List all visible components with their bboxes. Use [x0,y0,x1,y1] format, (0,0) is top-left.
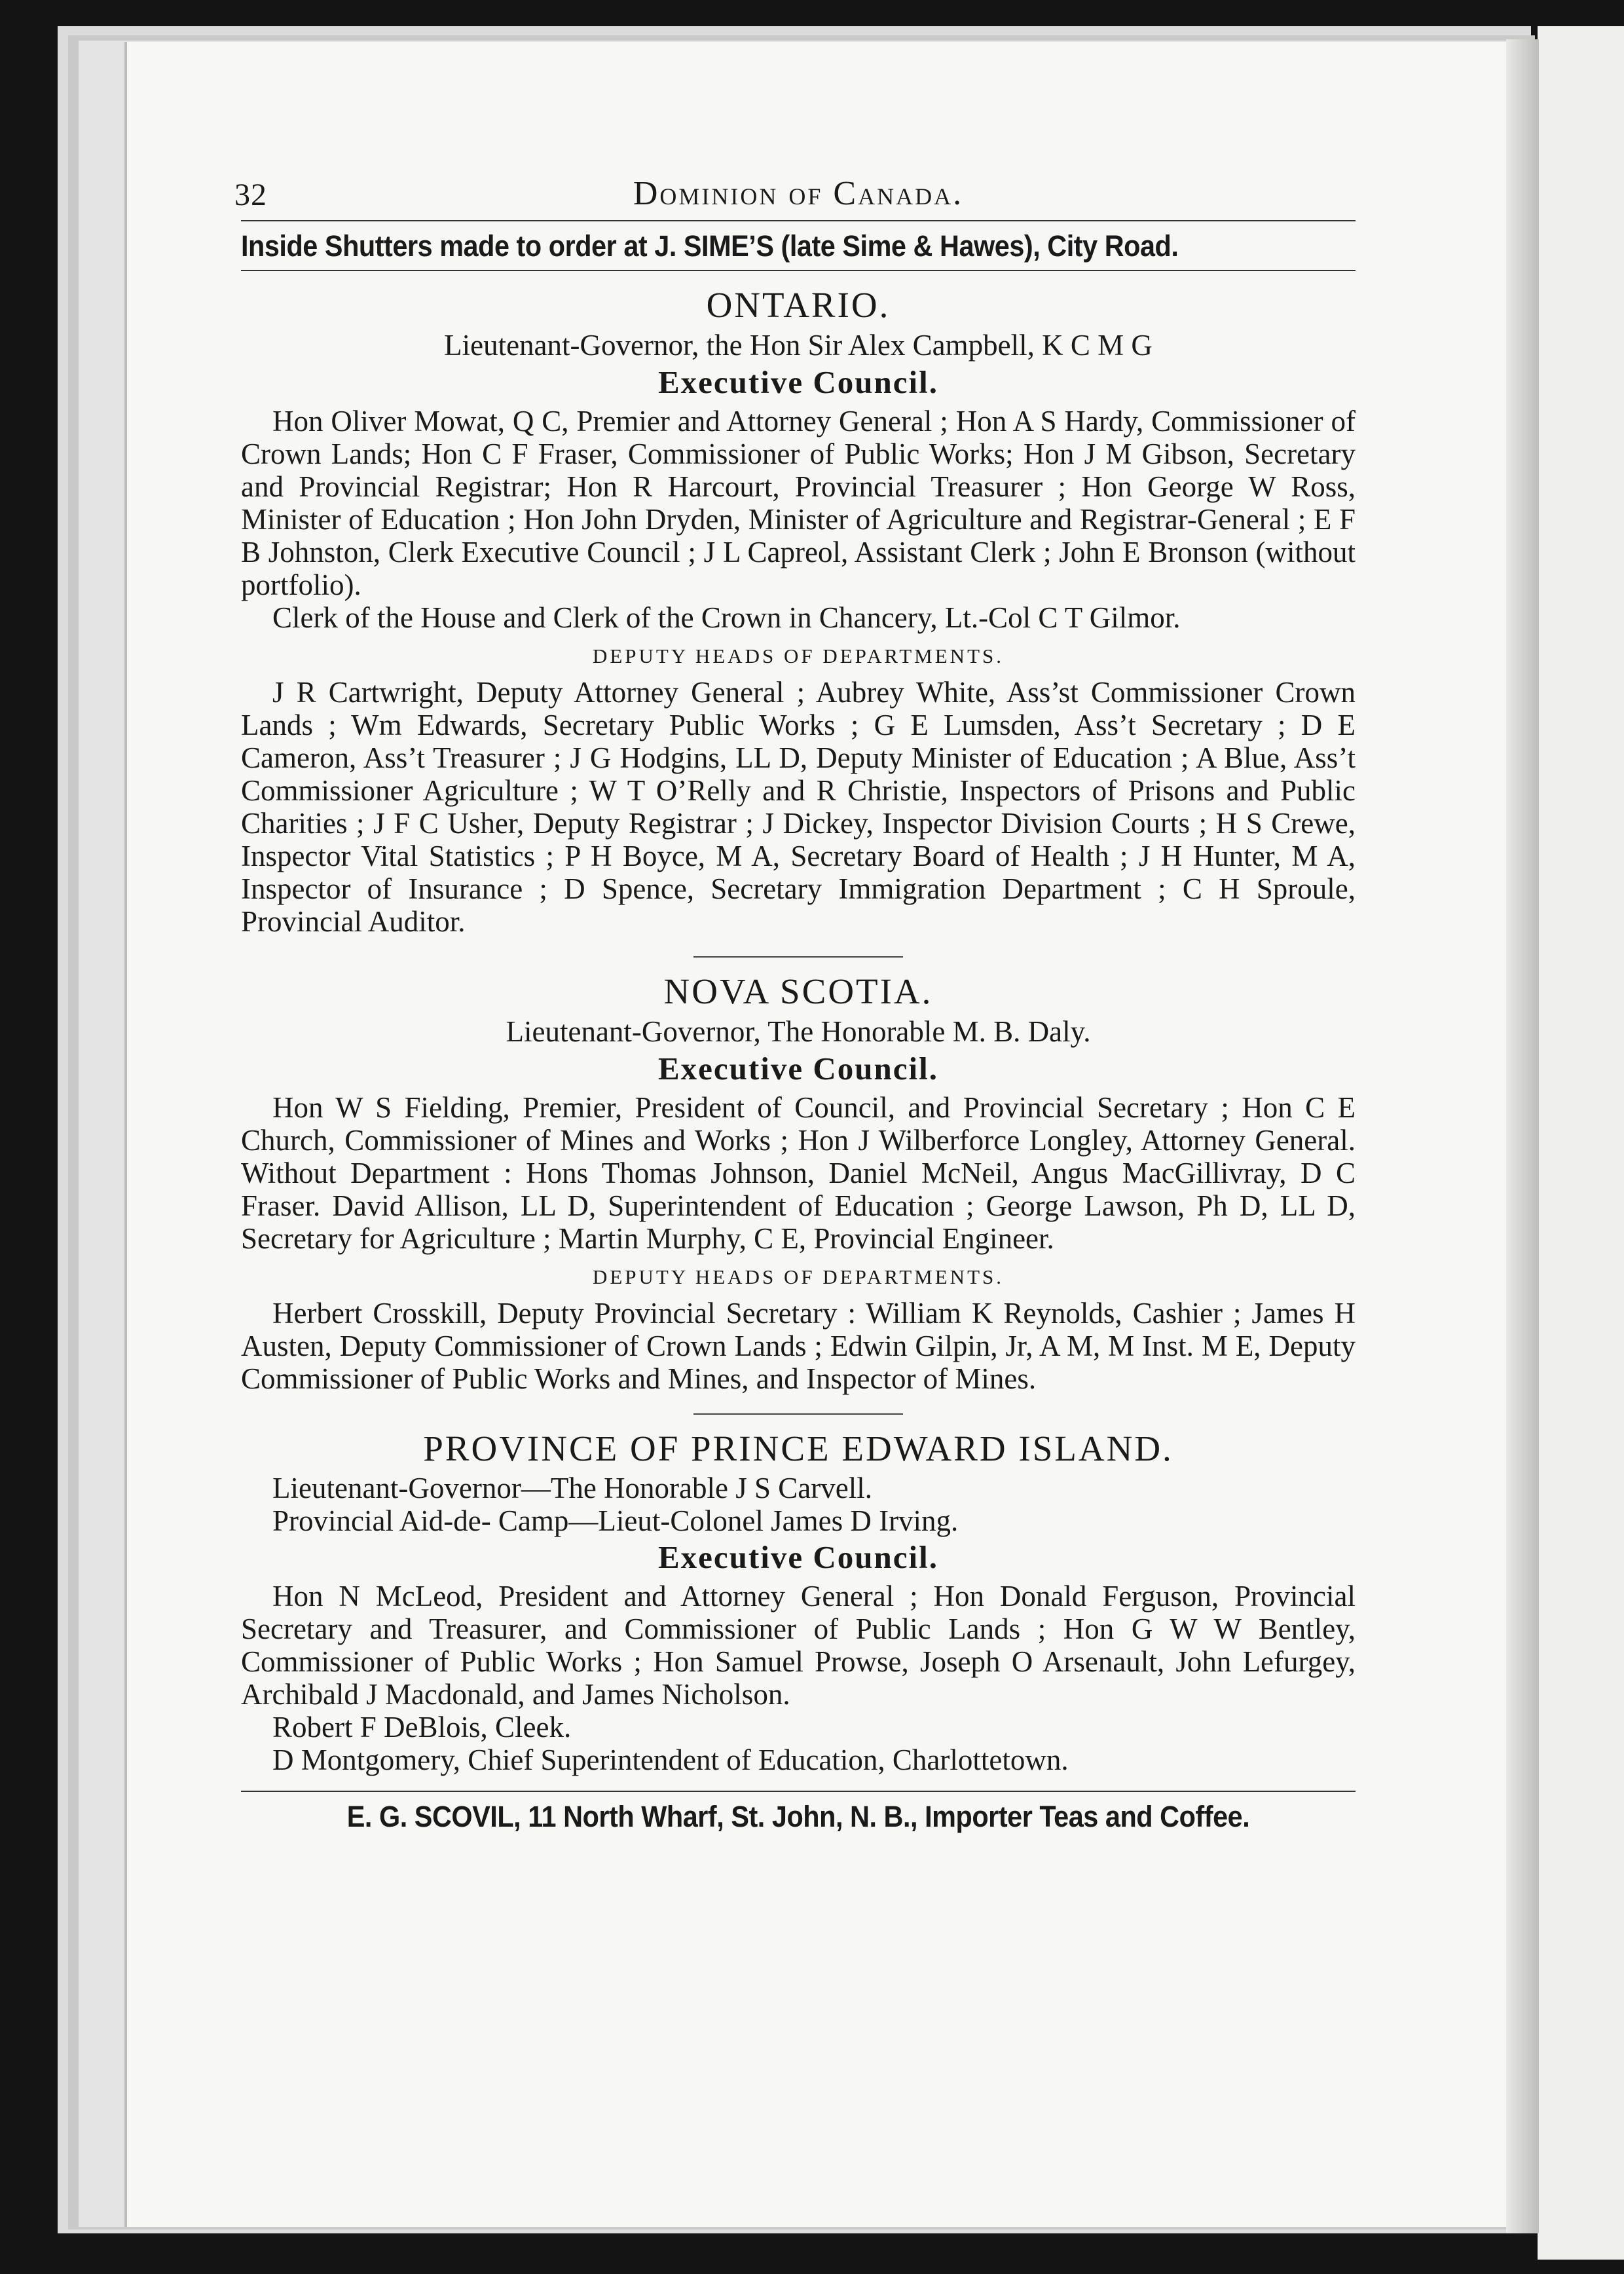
pei-council-text: Hon N McLeod, President and Attorney General ; Hon Donald Ferguson, Provincial Secretary and Treasurer, and Commissioner of Public Lands ; Hon G W W Bentley, Commissioner of Public Works ; Hon Samuel Prowse, Joseph O Arsenault, John Lefurgey, Archibald J Macdonald, and James Nicholson. [241,1580,1356,1711]
nova-scotia-council-text: Hon W S Fielding, Premier, President of Council, and Provincial Secretary ; Hon C E Church, Commissioner of Mines and Works ; Hon J Wilberforce Longley, Attorney General. Without Department : Hons Thomas Johnson, Daniel McNeil, Angus MacGillivray, D C Fraser. David Allison, LL D, Superintendent of Education ; George Lawson, Ph D, LL D, Secretary for Agriculture ; Martin Murphy, C E, Provincial Engineer. [241,1091,1356,1255]
province-title-pei: PROVINCE OF PRINCE EDWARD ISLAND. [423,1428,1173,1468]
section-divider [693,956,903,958]
ontario-deputy-heading: DEPUTY HEADS OF DEPARTMENTS. [592,644,1004,667]
pei-lieutenant-governor: Lieutenant-Governor—The Honorable J S Carvell. [272,1472,872,1504]
bottom-advertisement: E. G. SCOVIL, 11 North Wharf, St. John, N. B., Importer Teas and Coffee. [346,1800,1250,1833]
nova-scotia-lieutenant-governor: Lieutenant-Governor, The Honorable M. B. Daly. [506,1015,1091,1048]
ontario-council-heading: Executive Council. [658,364,938,400]
pei-clerk-text: Robert F DeBlois, Cleek. [272,1711,572,1743]
pei-education-text: D Montgomery, Chief Superintendent of Education, Charlottetown. [272,1743,1069,1776]
page-content [234,174,1356,1840]
province-title-nova-scotia: NOVA SCOTIA. [663,971,933,1011]
running-head: Dominion of Canada. [633,175,964,212]
page-gutter-shadow [1506,39,1539,2233]
nova-scotia-deputy-text: Herbert Crosskill, Deputy Provincial Secretary : William K Reynolds, Cashier ; James H Austen, Deputy Commissioner of Crown Lands ; Edwin Gilpin, Jr, A M, M Inst. M E, Deputy Commissioner of Public Works and Mines, and Inspector of Mines. [241,1297,1356,1395]
page-header [234,174,1356,220]
ontario-section [241,284,1356,938]
pei-council-heading: Executive Council. [658,1539,938,1575]
ontario-deputy-text: J R Cartwright, Deputy Attorney General ; Aubrey White, Ass’st Commissioner Crown Lands ; Wm Edwards, Secretary Public Works ; G E Lumsden, Ass’t Secretary ; D E Cameron, Ass’t Treasurer ; J G Hodgins, LL D, Deputy Minister of Education ; A Blue, Ass’t Commissioner Agriculture ; W T O’Relly and R Christie, Inspectors of Prisons and Public Charities ; J F C Usher, Deputy Registrar ; J Dickey, Inspector Division Courts ; H S Crewe, Inspector Vital Statistics ; P H Boyce, M A, Secretary Board of Health ; J H Hunter, M A, Inspector of Insurance ; D Spence, Secretary Immigration Department ; C H Sproule, Provincial Auditor. [241,676,1356,938]
pei-section [241,1428,1356,1776]
facing-page-edge [1538,26,1624,2260]
ontario-council-text: Hon Oliver Mowat, Q C, Premier and Attorney General ; Hon A S Hardy, Commissioner of Crown Lands; Hon C F Fraser, Commissioner of Public Works; Hon J M Gibson, Secretary and Provincial Registrar; Hon R Harcourt, Provincial Treasurer ; Hon George W Ross, Minister of Education ; Hon John Dryden, Minister of Agriculture and Registrar-General ; E F B Johnston, Clerk Executive Council ; J L Capreol, Assistant Clerk ; John E Bronson (without portfolio). [241,405,1356,601]
nova-scotia-section [241,971,1356,1395]
pei-aide-de-camp: Provincial Aid-de- Camp—Lieut-Colonel James D Irving. [272,1504,959,1537]
section-divider [693,1413,903,1415]
top-advertisement: Inside Shutters made to order at J. SIME’S (late Sime & Hawes), City Road. [241,229,1179,263]
nova-scotia-deputy-heading: DEPUTY HEADS OF DEPARTMENTS. [592,1265,1004,1288]
ad-rule [241,270,1356,271]
ontario-clerk-text: Clerk of the House and Clerk of the Crown in Chancery, Lt.-Col C T Gilmor. [272,601,1181,634]
ontario-lieutenant-governor: Lieutenant-Governor, the Hon Sir Alex Campbell, K C M G [444,329,1153,362]
province-title-ontario: ONTARIO. [706,285,891,325]
nova-scotia-council-heading: Executive Council. [658,1051,938,1087]
page-number: 32 [234,177,267,212]
